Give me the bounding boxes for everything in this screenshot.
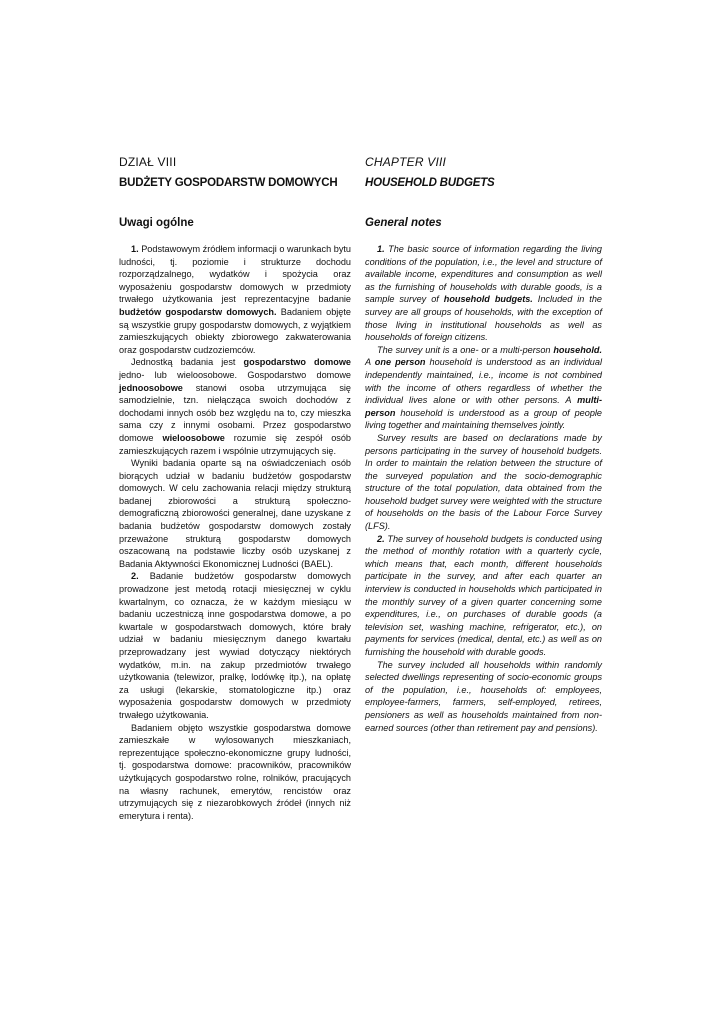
text-run: A [365,357,375,368]
body-text [365,243,602,734]
text-run: Jednostką badania jest [131,357,244,368]
text-run: Survey results are based on declarations made by persons participating in the survey of household budgets. In order to maintain the relation between the structure of the surveyed population and the socio-demographic structure of the total population, data obtained from the household budget survey were weighted with the structure of households on the basis of the Labour Force Survey (LFS). [365,432,602,532]
bold-term: household. [553,344,602,355]
section-subheading: General notes [365,217,442,229]
bold-term: budżetów gospodarstw domowych. [119,306,277,317]
text-run: Wyniki badania oparte są na oświadczeniach osób biorących udział w badaniu budżetów gospodarstw domowych. W celu zachowania relacji między strukturą badanej zbiorowości a strukturą społeczno-demograficzną zbiorowości generalnej, dane uzyskane z badania budżetów gospodarstw domowych zostały przeważone strukturą gospodarstw domowych oszacowaną na podstawie liczby osób uzyskanej z Badania Aktywności Ekonomicznej Ludności (BAEL). [119,458,351,569]
paragraph [119,722,351,823]
text-run: Badaniem objęte są wszystkie grupy gospodarstw domowych, z wyjątkiem zamieszkujących obiekty zbiorowego zakwaterowania oraz gospodarstw cudzoziemców. [119,306,351,355]
paragraph [119,457,351,570]
section-subheading: Uwagi ogólne [119,217,194,229]
text-run: jedno- lub wieloosobowe. Gospodarstwo domowe [119,369,351,380]
text-run: stanowi osoba utrzymująca się samodzielnie, tzn. niełącząca swoich dochodów z dochodami innych osób bez względu na to, czy mieszka sama czy z innymi osobami. Przez gospodarstwo domowe [119,382,351,443]
paragraph [119,356,351,457]
body-text [119,243,351,822]
bold-term: one person [374,357,426,368]
text-run: The basic source of information regarding the living conditions of the population, i.e., the level and structure of available income, expenditures and consumption as well as the furnishing of households with durable goods, is a sample survey of [365,244,602,305]
chapter-heading: DZIAŁ VIII [119,155,177,169]
bold-term: jednoosobowe [119,382,183,393]
paragraph [365,533,602,659]
paragraph-number: 1. [131,244,139,254]
text-run: The survey of household budgets is conducted using the method of monthly rotation with a quarterly cycle, which means that, each month, different households participate in the survey, and after each quarter an interview is conducted in households which participated in the monthly survey of a given quarter concerning some expenditures, i.e., on purchases of durable goods (a television set, washing machine, refrigerator, etc.), on payments for services (medical, dental, etc.) as well as on furnishing the household with durable goods. [365,533,602,657]
paragraph [119,243,351,356]
text-run: Badaniem objęto wszystkie gospodarstwa domowe zamieszkałe w wylosowanych mieszkaniach, reprezentujące społeczno-ekonomiczne grupy ludności, tj. gospodarstwa domowe: pracowników, pracowników użytkujących gospodarstwo rolne, rolników, pracujących na własny rachunek, emerytów, rencistów oraz utrzymujących się z niezarobkowych źródeł (innych niż emerytura i renta). [119,722,351,821]
text-run: household is understood as a group of people living together and maintaining themselves jointly. [365,407,602,431]
chapter-title: BUDŻETY GOSPODARSTW DOMOWYCH [119,177,338,189]
bold-term: household budgets. [443,294,533,305]
paragraph [365,432,602,533]
text-run: The survey unit is a one- or a multi-person [377,344,554,355]
text-run: household is understood as an individual independently maintained, i.e., income is not combined with the income of others regardless of whether the individual lives alone or with other persons. A [365,357,602,406]
text-run: The survey included all households within randomly selected dwellings representing of socio-economic groups of the population, i.e., households of: employees, employee-farmers, farmers, self-employed, retirees, pensioners as well as households maintained from non-earned sources (other than retirement pay and pensions). [365,659,602,733]
paragraph-number: 2. [131,571,139,582]
text-run: Podstawowym źródłem informacji o warunkach bytu ludności, tj. poziomie i strukturze dochodu rozporządzalnego, wydatków i spożycia oraz wyposażeniu gospodarstw domowych w przedmioty trwałego użytkowania jest reprezentacyjne badanie [119,244,351,305]
paragraph [365,344,602,432]
text-run: Included in the survey are all groups of households, with the exception of those living in institutional households as well as households of foreign citizens. [365,294,602,343]
paragraph [365,659,602,735]
paragraph-number: 2. [377,533,385,544]
text-run: Badanie budżetów gospodarstw domowych prowadzone jest metodą rotacji miesięcznej w cyklu kwartalnym, co oznacza, że w każdym miesiącu w badaniu uczestniczą inne gospodarstwa domowe, a po kwartale w gospodarstwach domowych, które brały udział w badaniu miesięcznym danego kwartału przeprowadzany jest wywiad dotyczący niektórych wydatków, m.in. na zakup przedmiotów trwałego użytkowania (telewizor, pralkę, lodówkę itp.), na opłatę za usługi (lekarskie, stomatologiczne itp.) oraz wyposażenia gospodarstw domowych w przedmioty trwałego użytkowania. [119,571,351,720]
bold-term: multi-person [365,395,602,418]
text-run: rozumie się zespół osób zamieszkujących razem i wspólnie utrzymujących się. [119,432,351,456]
paragraph-number: 1. [377,244,385,254]
paragraph [119,570,351,721]
bold-term: gospodarstwo domowe [243,357,351,368]
paragraph [365,243,602,344]
bold-term: wieloosobowe [162,432,225,443]
chapter-heading: CHAPTER VIII [365,155,447,169]
chapter-title: HOUSEHOLD BUDGETS [365,177,495,189]
